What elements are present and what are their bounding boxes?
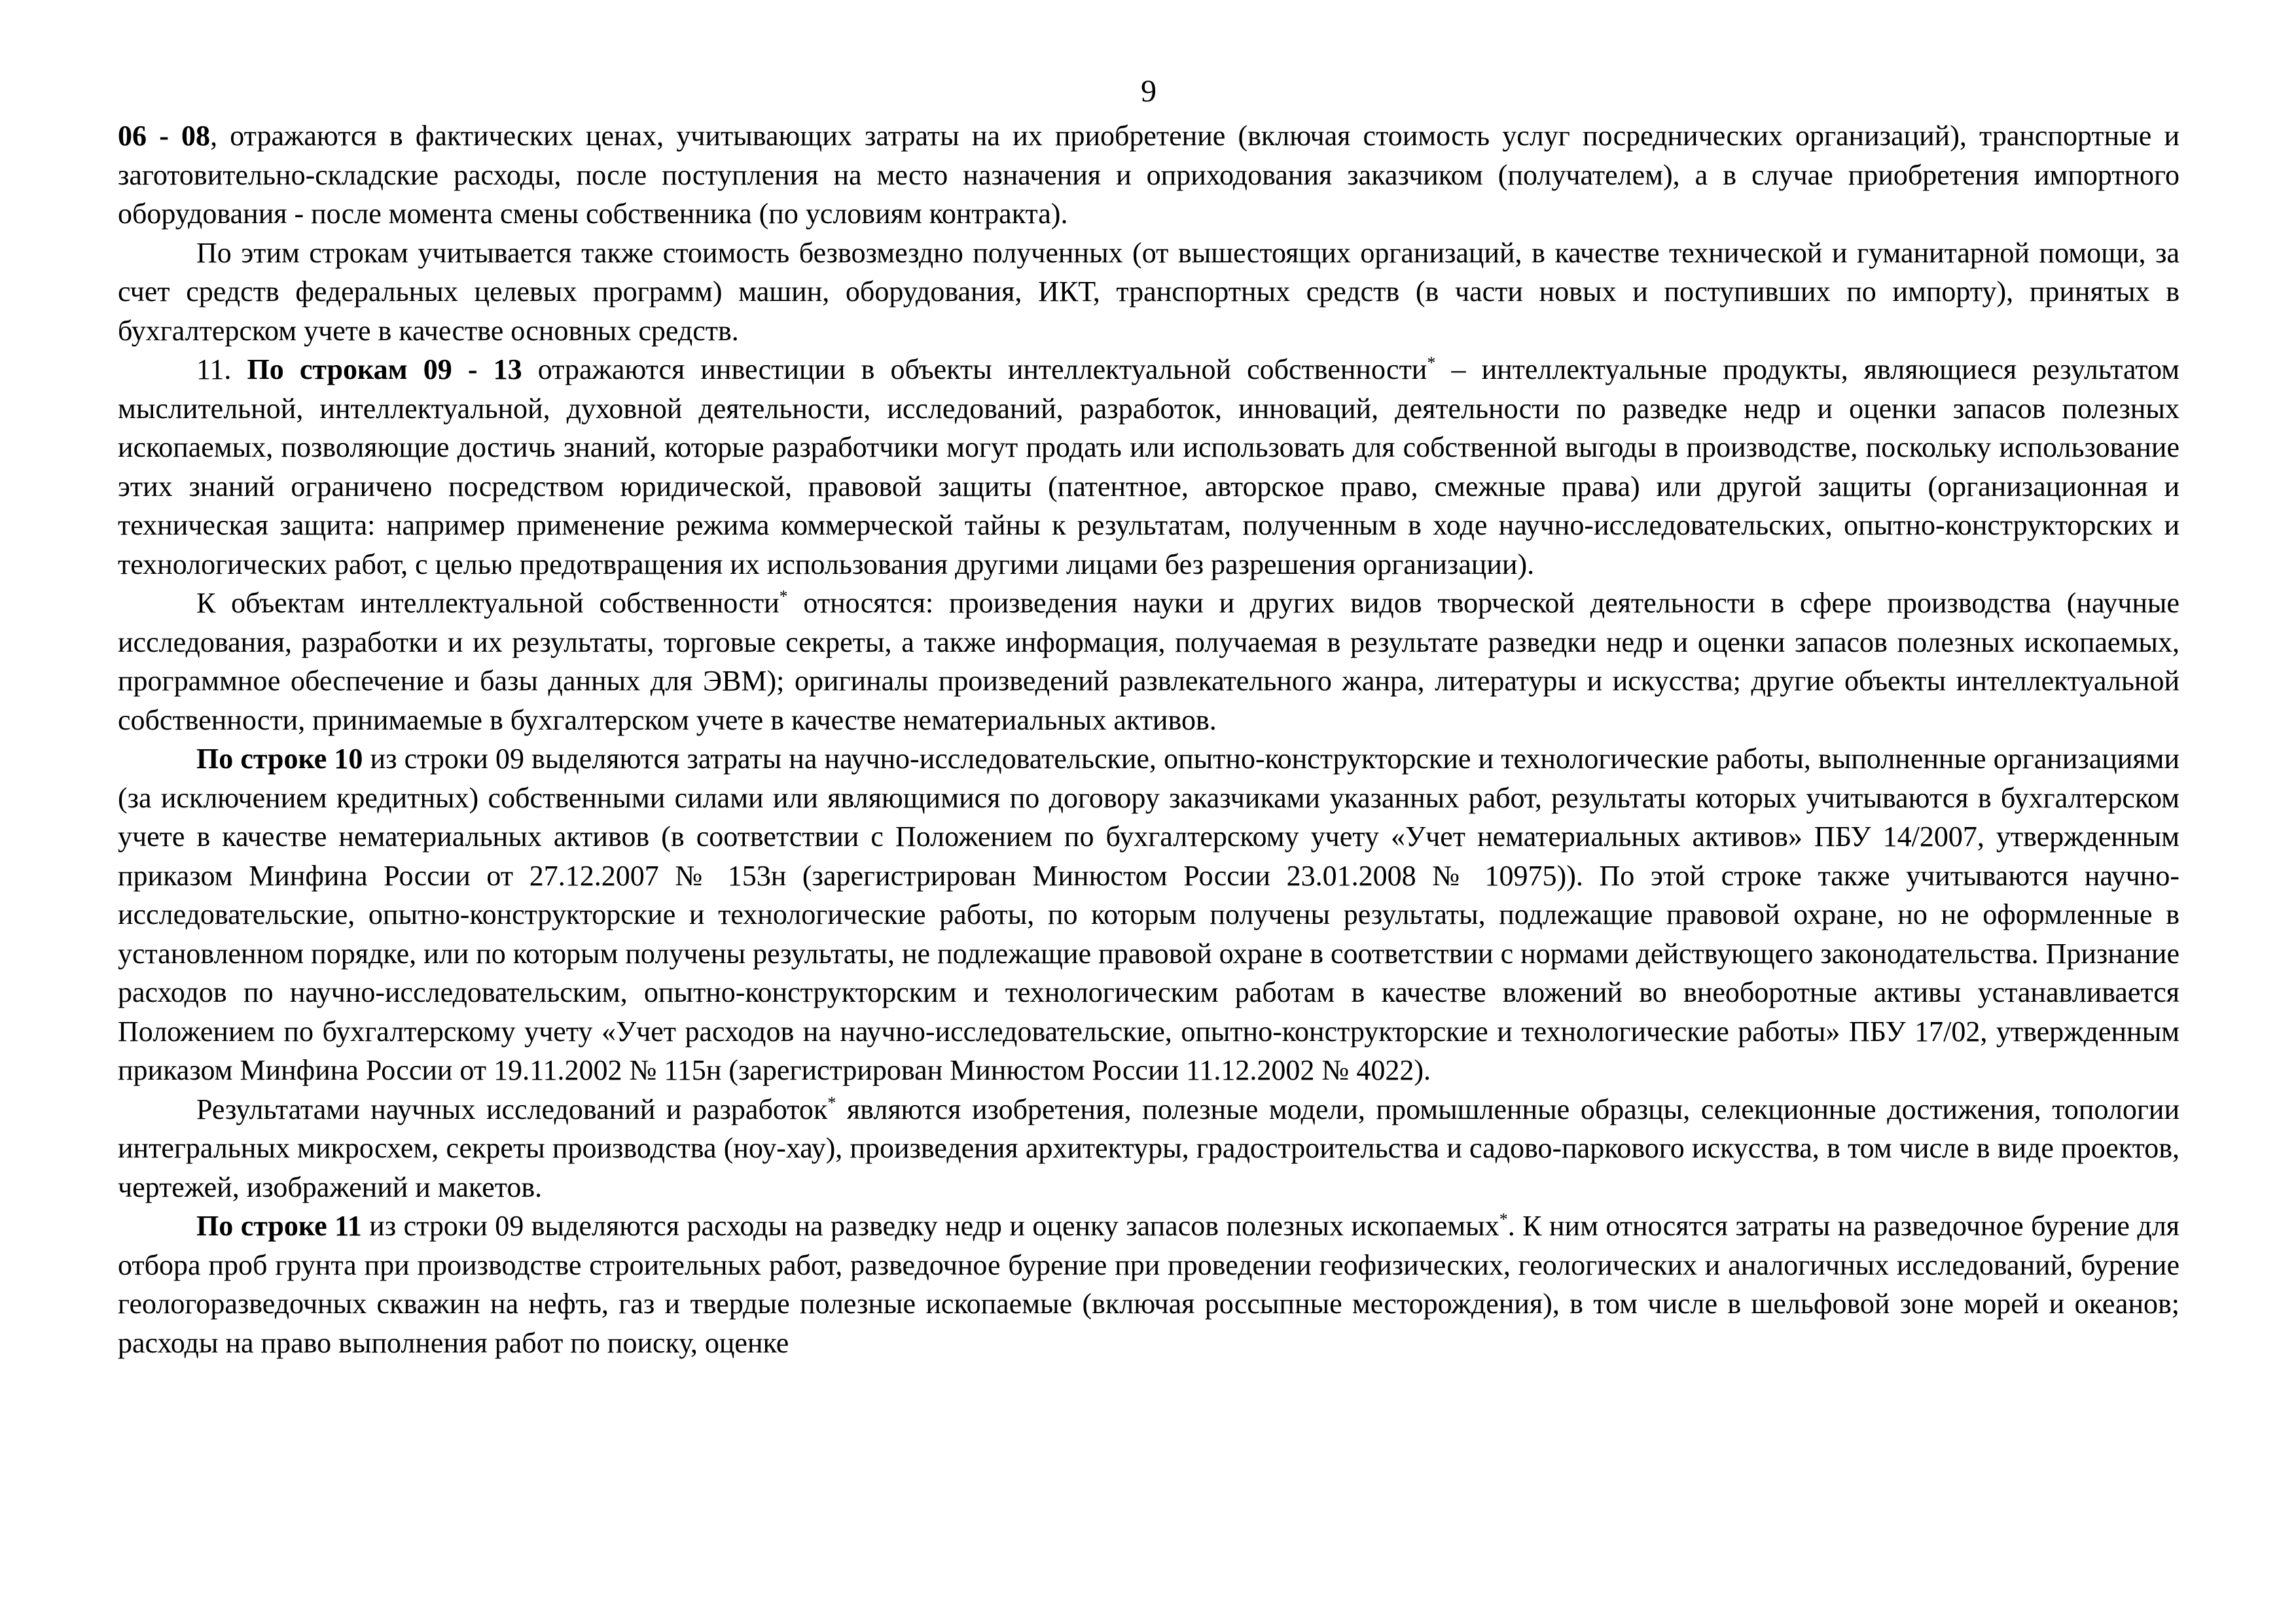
paragraph [118, 739, 2179, 1090]
bold-reference: По строке 10 [196, 743, 363, 775]
paragraph [118, 234, 2179, 351]
paragraph-text: К объектам интеллектуальной собственности [196, 587, 780, 619]
paragraph-text: , отражаются в фактических ценах, учитывающих затраты на их приобретение (включая стоимость услуг посреднических организаций), транспортные и заготовительно-складские расходы, после поступления на место назначения и оприходования заказчиком (получателем), а в случае приобретения импортного оборудования - после момента смены собственника (по условиям контракта). [118, 120, 2180, 230]
bold-reference: 06 - 08 [118, 120, 211, 152]
footnote-marker: * [1427, 353, 1436, 372]
paragraph-text: отражаются инвестиции в объекты интеллектуальной собственности [522, 353, 1427, 385]
paragraph-text: из строки 09 выделяются затраты на научно-исследовательские, опытно-конструкторские и технологические работы, выполненные организациями (за исключением кредитных) собственными силами или являющимися по договору заказчиками указанных работ, результаты которых учитываются в бухгалтерском учете в качестве нематериальных активов (в соответствии с Положением по бухгалтерскому учету «Учет нематериальных активов» ПБУ 14/2007, утвержденным приказом Минфина России от 27.12.2007 № 153н (зарегистрирован Минюстом России 23.01.2008 № 10975)). По этой строке также учитываются научно-исследовательские, опытно-конструкторские и технологические работы, по которым получены результаты, подлежащие правовой охране, но не оформленные в установленном порядке, или по которым получены результаты, не подлежащие правовой охране в соответствии с нормами действующего законодательства. Признание расходов по научно-исследовательским, опытно-конструкторским и технологическим работам в качестве вложений во внеоборотные активы устанавливается Положением по бухгалтерскому учету «Учет расходов на научно-исследовательские, опытно-конструкторские и технологические работы» ПБУ 17/02, утвержденным приказом Минфина России от 19.11.2002 № 115н (зарегистрирован Минюстом России 11.12.2002 № 4022). [118, 743, 2179, 1086]
document-body [118, 116, 2179, 1362]
paragraph [118, 1207, 2179, 1362]
document-page [118, 72, 2179, 1362]
paragraph [118, 350, 2179, 584]
paragraph-text: – интеллектуальные продукты, являющиеся результатом мыслительной, интеллектуальной, духовной деятельности, исследований, разработок, инноваций, деятельности по разведке недр и оценки запасов полезных ископаемых, позволяющие достичь знаний, которые разработчики могут продать или использовать для собственной выгоды в производстве, поскольку использование этих знаний ограничено посредством юридической, правовой защиты (патентное, авторское право, смежные права) или другой защиты (организационная и техническая защита: например применение режима коммерческой тайны к результатам, полученным в ходе научно-исследовательских, опытно-конструкторских и технологических работ, с целью предотвращения их использования другими лицами без разрешения организации). [118, 353, 2179, 580]
paragraph [118, 1090, 2179, 1207]
paragraph-text: из строки 09 выделяются расходы на разведку недр и оценку запасов полезных ископаемых [361, 1210, 1499, 1242]
page-number: 9 [1141, 74, 1157, 109]
footnote-marker: * [827, 1093, 836, 1112]
footnote-marker: * [779, 587, 788, 606]
paragraph-text: Результатами научных исследований и разработок [196, 1093, 828, 1125]
paragraph [118, 116, 2179, 234]
paragraph-text: являются изобретения, полезные модели, промышленные образцы, селекционные достижения, топологии интегральных микросхем, секреты производства (ноу-хау), произведения архитектуры, градостроительства и садово-паркового искусства, в том числе в виде проектов, чертежей, изображений и макетов. [118, 1093, 2179, 1203]
paragraph-text: По этим строкам учитывается также стоимость безвозмездно полученных (от вышестоящих организаций, в качестве технической и гуманитарной помощи, за счет средств федеральных целевых программ) машин, оборудования, ИКТ, транспортных средств (в части новых и поступивших по импорту), принятых в бухгалтерском учете в качестве основных средств. [118, 236, 2179, 347]
bold-reference: По строкам 09 - 13 [247, 353, 522, 385]
footnote-marker: * [1499, 1210, 1508, 1229]
paragraph-text: относятся: произведения науки и других видов творческой деятельности в сфере производства (научные исследования, разработки и их результаты, торговые секреты, а также информация, получаемая в результате разведки недр и оценки запасов полезных ископаемых, программное обеспечение и базы данных для ЭВМ); оригиналы произведений развлекательного жанра, литературы и искусства; другие объекты интеллектуальной собственности, принимаемые в бухгалтерском учете в качестве нематериальных активов. [118, 587, 2180, 736]
paragraph-text: . К ним относятся затраты на разведочное бурение для отбора проб грунта при производстве строительных работ, разведочное бурение при проведении геофизических, геологических и аналогичных исследований, бурение геологоразведочных скважин на нефть, газ и твердые полезные ископаемые (включая россыпные месторождения), в том числе в шельфовой зоне морей и океанов; расходы на право выполнения работ по поиску, оценке [118, 1210, 2180, 1359]
bold-reference: По строке 11 [196, 1210, 362, 1242]
paragraph-text: 11. [196, 353, 247, 385]
paragraph [118, 584, 2179, 739]
